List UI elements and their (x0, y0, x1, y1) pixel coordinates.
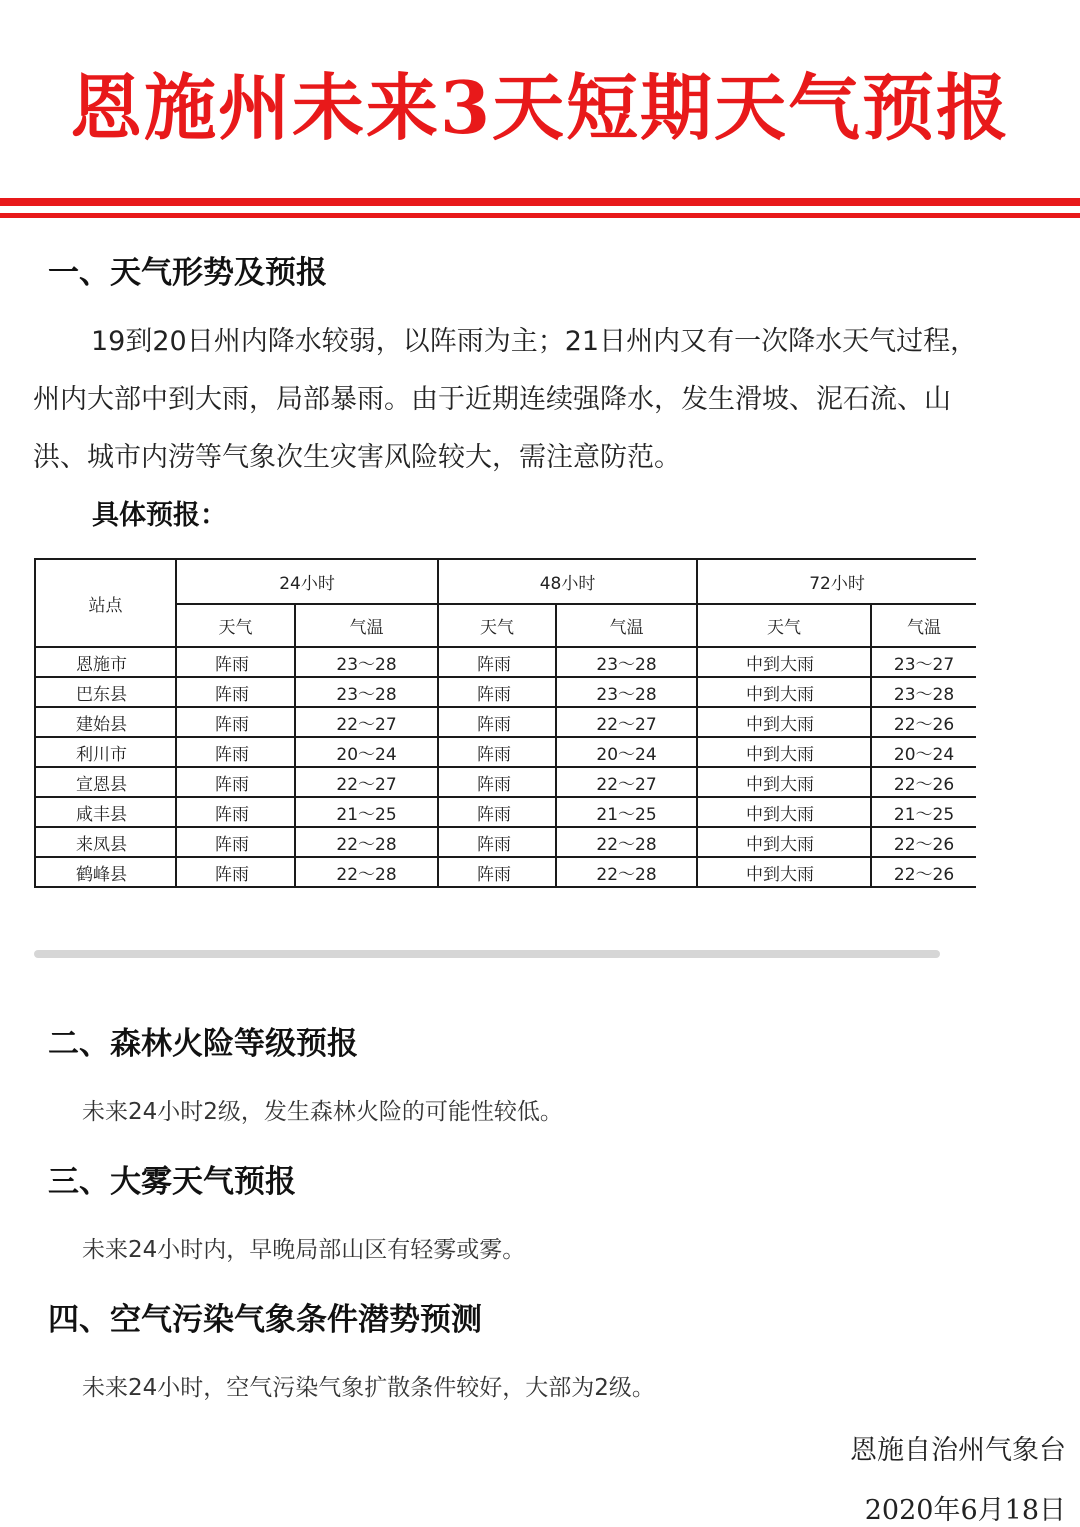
temp-cell: 22～26 (871, 707, 976, 737)
temp-cell: 22～28 (295, 827, 438, 857)
period-header-48h: 48小时 (438, 559, 697, 604)
temp-cell: 22～27 (295, 707, 438, 737)
temp-header: 气温 (295, 604, 438, 647)
table-row (35, 767, 976, 797)
weather-cell: 阵雨 (438, 797, 556, 827)
temp-cell: 22～28 (556, 827, 697, 857)
issue-date: 2020年6月18日 (864, 1495, 1066, 1526)
weather-cell: 阵雨 (438, 767, 556, 797)
period-header-24h: 24小时 (176, 559, 438, 604)
section-heading-air-pollution: 四、空气污染气象条件潜势预测 (48, 1302, 482, 1338)
table-row (35, 677, 976, 707)
temp-cell: 22～27 (556, 767, 697, 797)
temp-cell: 22～27 (295, 767, 438, 797)
station-cell: 建始县 (35, 707, 176, 737)
weather-header: 天气 (176, 604, 295, 647)
forest-fire-text: 未来24小时2级，发生森林火险的可能性较低。 (82, 1099, 563, 1125)
fog-text: 未来24小时内，早晚局部山区有轻雾或雾。 (82, 1237, 526, 1263)
weather-cell: 阵雨 (438, 827, 556, 857)
section-divider (34, 950, 940, 958)
station-cell: 巴东县 (35, 677, 176, 707)
weather-cell: 阵雨 (176, 707, 295, 737)
weather-header: 天气 (697, 604, 871, 647)
temp-cell: 21～25 (556, 797, 697, 827)
weather-cell: 中到大雨 (697, 857, 871, 887)
station-cell: 鹤峰县 (35, 857, 176, 887)
temp-cell: 21～25 (871, 797, 976, 827)
title-rule-thin (0, 213, 1080, 218)
table-row (35, 737, 976, 767)
temp-cell: 21～25 (295, 797, 438, 827)
title-rule-thick (0, 198, 1080, 206)
table-row (35, 827, 976, 857)
weather-cell: 中到大雨 (697, 677, 871, 707)
temp-cell: 22～28 (295, 857, 438, 887)
weather-cell: 阵雨 (176, 647, 295, 677)
weather-cell: 阵雨 (438, 707, 556, 737)
temp-cell: 22～26 (871, 767, 976, 797)
weather-paragraph (33, 313, 993, 487)
weather-cell: 中到大雨 (697, 737, 871, 767)
table-row (35, 797, 976, 827)
issuer-name: 恩施自治州气象台 (850, 1435, 1066, 1466)
station-cell: 恩施市 (35, 647, 176, 677)
weather-cell: 中到大雨 (697, 827, 871, 857)
page-title: 恩施州未来3天短期天气预报 (69, 65, 1011, 150)
temp-cell: 22～28 (556, 857, 697, 887)
table-row (35, 707, 976, 737)
temp-cell: 23～28 (871, 677, 976, 707)
station-header: 站点 (35, 559, 176, 647)
weather-cell: 阵雨 (176, 767, 295, 797)
weather-cell: 阵雨 (176, 797, 295, 827)
temp-cell: 20～24 (295, 737, 438, 767)
weather-cell: 阵雨 (176, 857, 295, 887)
table-row (35, 857, 976, 887)
weather-cell: 阵雨 (438, 647, 556, 677)
weather-cell: 阵雨 (176, 737, 295, 767)
temp-cell: 23～28 (295, 647, 438, 677)
weather-header: 天气 (438, 604, 556, 647)
station-cell: 咸丰县 (35, 797, 176, 827)
weather-cell: 阵雨 (176, 677, 295, 707)
temp-cell: 23～27 (871, 647, 976, 677)
weather-cell: 中到大雨 (697, 707, 871, 737)
temp-cell: 20～24 (556, 737, 697, 767)
temp-cell: 22～26 (871, 827, 976, 857)
temp-header: 气温 (556, 604, 697, 647)
weather-cell: 阵雨 (438, 677, 556, 707)
temp-cell: 20～24 (871, 737, 976, 767)
section-heading-fog: 三、大雾天气预报 (48, 1164, 296, 1200)
temp-cell: 23～28 (295, 677, 438, 707)
station-cell: 利川市 (35, 737, 176, 767)
weather-cell: 阵雨 (176, 827, 295, 857)
temp-cell: 22～27 (556, 707, 697, 737)
section-heading-weather: 一、天气形势及预报 (48, 255, 327, 291)
station-cell: 宣恩县 (35, 767, 176, 797)
weather-paragraph-text: 19到20日州内降水较弱，以阵雨为主；21日州内又有一次降水天气过程，州内大部中到大雨，局部暴雨。由于近期连续强降水，发生滑坡、泥石流、山洪、城市内涝等气象次生灾害风险较大，需注意防范。 (33, 326, 978, 473)
temp-cell: 23～28 (556, 647, 697, 677)
station-cell: 来凤县 (35, 827, 176, 857)
specific-forecast-label: 具体预报： (92, 500, 227, 531)
weather-cell: 中到大雨 (697, 767, 871, 797)
weather-cell: 阵雨 (438, 857, 556, 887)
weather-cell: 中到大雨 (697, 797, 871, 827)
temp-cell: 23～28 (556, 677, 697, 707)
table-row (35, 647, 976, 677)
temp-header: 气温 (871, 604, 976, 647)
forecast-table (34, 558, 976, 888)
period-header-72h: 72小时 (697, 559, 976, 604)
weather-cell: 中到大雨 (697, 647, 871, 677)
temp-cell: 22～26 (871, 857, 976, 887)
weather-cell: 阵雨 (438, 737, 556, 767)
section-heading-forest-fire: 二、森林火险等级预报 (48, 1026, 358, 1062)
air-pollution-text: 未来24小时，空气污染气象扩散条件较好，大部为2级。 (82, 1375, 655, 1401)
